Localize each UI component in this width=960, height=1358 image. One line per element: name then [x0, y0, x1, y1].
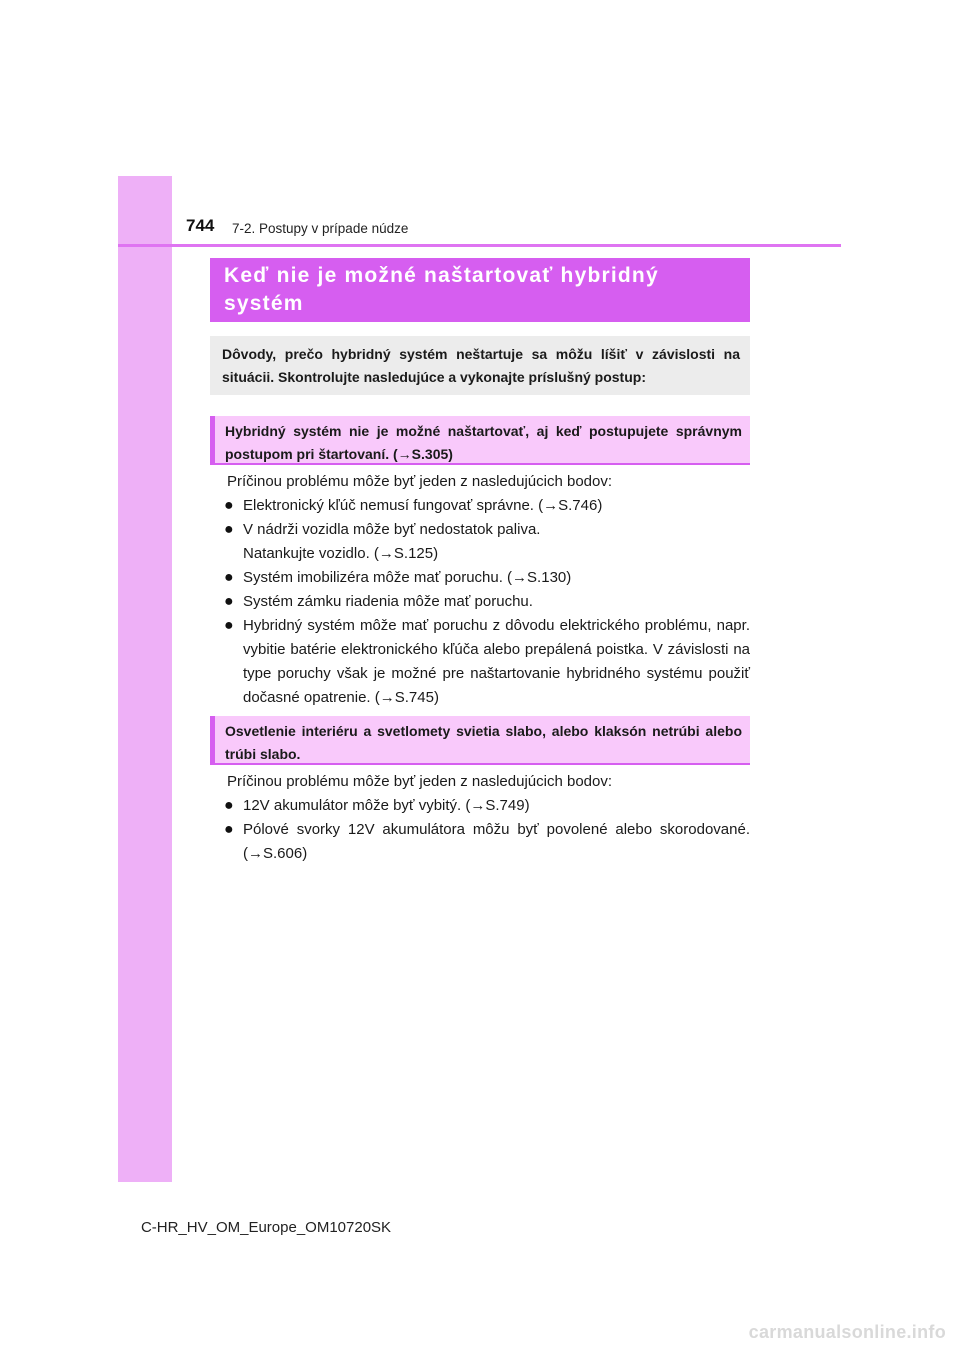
list-item-text: Pólové svorky 12V akumulátora môžu byť povolené alebo skorodované. (→S.606) — [243, 821, 750, 862]
bullet-icon: ● — [224, 497, 234, 514]
list-item-text: Elektronický kľúč nemusí fungovať správne. (→S.746) — [243, 497, 603, 514]
bullet-icon: ● — [224, 617, 234, 634]
subheading-no-start: Hybridný systém nie je možné naštartovať, aj keď postupujete správnym postupom pri štartovaní. (→S.305) — [210, 416, 750, 465]
list-item — [224, 518, 750, 566]
section2-lead: Príčinou problému môže byť jeden z nasledujúcich bodov: — [227, 773, 613, 790]
bullet-icon: ● — [224, 797, 234, 814]
list-item — [224, 494, 750, 518]
subheading-weak-lights: Osvetlenie interiéru a svetlomety svietia slabo, alebo klaksón netrúbi alebo trúbi slabo. — [210, 716, 750, 765]
bullet-icon: ● — [224, 521, 234, 538]
list-item-text: V nádrži vozidla môže byť nedostatok paliva. — [243, 521, 541, 538]
section2-bullet-list — [224, 794, 750, 866]
watermark: carmanualsonline.info — [748, 1322, 946, 1342]
list-item-text: Natankujte vozidlo. (→S.125) — [243, 545, 439, 562]
section2-body — [224, 770, 750, 866]
section1-lead: Príčinou problému môže byť jeden z nasledujúcich bodov: — [227, 473, 613, 490]
list-item — [224, 614, 750, 710]
section1-body — [224, 470, 750, 710]
list-item-text: Hybridný systém môže mať poruchu z dôvodu elektrického problému, napr. vybitie batérie elektronického kľúča alebo prepálená poistka. V závislosti na type poruchy však je možné pre naštartovanie hybridného systému použiť dočasné opatrenie. (→S.745) — [243, 617, 750, 706]
page-number: 744 — [186, 216, 215, 235]
bullet-icon: ● — [224, 569, 234, 586]
list-item — [224, 566, 750, 590]
list-item — [224, 590, 750, 614]
section-reference: 7-2. Postupy v prípade núdze — [232, 221, 409, 236]
list-item-text: Systém zámku riadenia môže mať poruchu. — [243, 593, 533, 610]
list-item — [224, 818, 750, 866]
header-divider — [118, 244, 841, 247]
title-banner — [210, 258, 750, 322]
section1-bullet-list — [224, 494, 750, 710]
list-item — [224, 794, 750, 818]
bullet-icon: ● — [224, 593, 234, 610]
page-title: Keď nie je možné naštartovať hybridný systém — [224, 264, 659, 315]
list-item-text: Systém imobilizéra môže mať poruchu. (→S.130) — [243, 569, 572, 586]
chapter-side-tab — [118, 176, 172, 1182]
bullet-icon: ● — [224, 821, 234, 838]
intro-box: Dôvody, prečo hybridný systém neštartuje sa môžu líšiť v závislosti na situácii. Skontrolujte nasledujúce a vykonajte príslušný postup: — [210, 336, 750, 395]
list-item-text: 12V akumulátor môže byť vybitý. (→S.749) — [243, 797, 530, 814]
document-code: C-HR_HV_OM_Europe_OM10720SK — [140, 1219, 392, 1236]
